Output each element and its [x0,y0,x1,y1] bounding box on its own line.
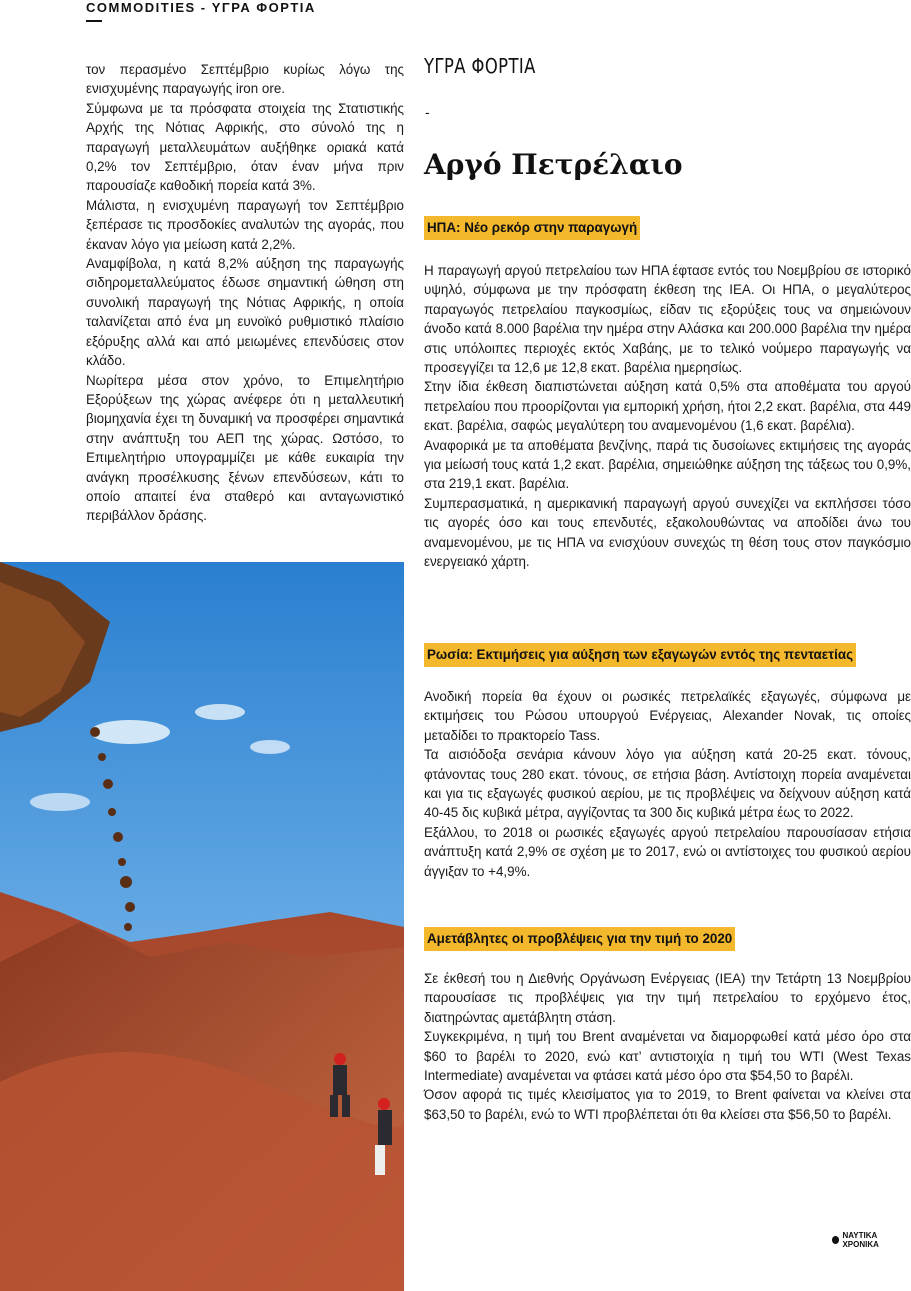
paragraph: Συγκεκριμένα, η τιμή του Brent αναμένεται να διαμορφωθεί κατά μέσο όρο στα $60 το βαρέλι το 2020, ενώ κατ’ αντιστοιχία η τιμή του WTI (West Texas Intermediate) αναμένεται να φτάσει κατά μέσο όρο στα $54,50 το βαρέλι. [424,1029,911,1084]
footer-brand-name: ΝΑΥΤΙΚΑ ΧΡΟΝΙΚΑ [842,1231,879,1249]
paragraph: Νωρίτερα μέσα στον χρόνο, το Επιμελητήριο Εξορύξεων της χώρας ανέφερε ότι η μεταλλευτική βιομηχανία έχει τη δυναμική να προσφέρει σημαντικά στην ανάπτυξη του ΑΕΠ της χώρας. Ωστόσο, το Επιμελητήριο υπογραμμίζει με κάθε ευκαιρία την ανάγκη προσέλκυσης ξένων επενδύσεων, κάτι το οποίο απαιτεί ένα σταθερό και ανταγωνιστικό περιβάλλον δράσης. [86,372,404,524]
paragraph: Σε έκθεσή του η Διεθνής Οργάνωση Ενέργειας (IEA) την Τετάρτη 13 Νοεμβρίου παρουσίασε τις προβλέψεις για την τιμή πετρελαίου το ερχόμενο έτος, διατηρώντας αμετάβλητη στάση. [424,971,911,1025]
paragraph: Αναμφίβολα, η κατά 8,2% αύξηση της παραγωγής σιδηρομεταλλεύματος έδωσε σημαντική ώθηση στη συνολική παραγωγή της Νότιας Αφρικής, η οποία ταλανίζεται από ένα μη ευνοϊκό ρυθμιστικό πλαίσιο εξόρυξης αλλά και από μειωμένες επενδύσεις στον κλάδο. [86,256,404,369]
subheading-russia: Ρωσία: Εκτιμήσεις για αύξηση των εξαγωγών εντός της πενταετίας [424,643,856,667]
paragraph: Όσον αφορά τις τιμές κλεισίματος για το 2019, το Brent φαίνεται να κλείνει στα $63,50 το βαρέλι, ενώ το WTI προβλέπεται ότι θα κλείσει στα $56,50 το βαρέλι. [424,1087,911,1122]
section-dash: - [425,104,430,120]
section-label: ΥΓΡΑ ΦΟΡΤΙΑ [424,54,536,78]
subheading-price-forecast: Αμετάβλητες οι προβλέψεις για την τιμή το 2020 [424,927,735,951]
article-title: Αργό Πετρέλαιο [424,148,683,181]
paragraph: Συμπερασματικά, η αμερικανική παραγωγή αργού συνεχίζει να εκπλήσσει τόσο τις αγορές όσο και τους επενδυτές, εξακολουθώντας να αποδίδει άνω του αναμενομένου, με τις ΗΠΑ να ενισχύουν συνεχώς τη θέση τους στον παγκόσμιο ενεργειακό χάρτη. [424,495,911,570]
paragraph: Η παραγωγή αργού πετρελαίου των ΗΠΑ έφτασε εντός του Νοεμβρίου σε ιστορικό υψηλό, σύμφωνα με την πρόσφατη έκθεση της IEA. Οι ΗΠΑ, ο μεγαλύτερος παραγωγός πετρελαίου παγκοσμίως, είδαν τις εξορύξεις τους να σημειώνουν άνοδο κατά 8.000 βαρέλια την ημέρα στην Αλάσκα και 200.000 βαρέλια την ημέρα στις υπόλοιπες περιοχές εκτός Χαβάης, με το τελικό νούμερο παραγωγής να προσεγγίζει τα 12,6 με 12,8 εκατ. βαρέλια ημερησίως. [424,263,911,376]
paragraph: Εξάλλου, το 2018 οι ρωσικές εξαγωγές αργού πετρελαίου παρουσίασαν ετήσια ανάπτυξη κατά 2,9% σε σχέση με το 2017, ενώ οι αντίστοιχες του φυσικού αερίου άγγιξαν το +4,9%. [424,824,911,879]
paragraph: Μάλιστα, η ενισχυμένη παραγωγή τον Σεπτέμβριο ξεπέρασε τις προσδοκίες αναλυτών της αγοράς, που έκαναν λόγο για μείωση κατά 2,2%. [86,197,404,252]
subheading-usa: ΗΠΑ: Νέο ρεκόρ στην παραγωγή [424,216,640,240]
usa-body [424,261,911,572]
brand-logo-icon [832,1236,839,1244]
paragraph: Στην ίδια έκθεση διαπιστώνεται αύξηση κατά 0,5% στα αποθέματα του αργού πετρελαίου που προορίζονται για εμπορική χρήση, ήτοι 2,2 εκατ. βαρέλια, στα 449 εκατ. βαρέλια, σαφώς μεγαλύτερη του αναμενομένου (1,6 εκατ. βαρέλια). [424,379,911,434]
paragraph: Σύμφωνα με τα πρόσφατα στοιχεία της Στατιστικής Αρχής της Νότιας Αφρικής, στο σύνολό της η παραγωγή μεταλλευμάτων αυξήθηκε οριακά κατά 0,2% τον Σεπτέμβριο, όταν έναν μήνα πριν παρουσίαζε καθοδική πορεία κατά 3%. [86,100,404,194]
paragraph: Ανοδική πορεία θα έχουν οι ρωσικές πετρελαϊκές εξαγωγές, σύμφωνα με εκτιμήσεις του Ρώσου υπουργού Ενέργειας, Alexander Novak, τις οποίες μεταδίδει το πρακτορείο Tass. [424,689,911,743]
russia-body [424,687,911,881]
price-forecast-body [424,969,911,1124]
footer-brand [832,1231,911,1249]
header-divider [86,20,102,22]
running-header: COMMODITIES - ΥΓΡΑ ΦΟΡΤΙΑ [86,0,316,15]
paragraph: τον περασμένο Σεπτέμβριο κυρίως λόγω της ενισχυμένης παραγωγής iron ore. [86,62,404,97]
paragraph: Αναφορικά με τα αποθέματα βενζίνης, παρά τις δυσοίωνες εκτιμήσεις της αγοράς για μείωσή τους κατά 1,2 εκατ. βαρέλια, σημειώθηκε αύξηση της τάξεως του 0,9%, στα 219,1 εκατ. βαρέλια. [424,437,911,492]
iron-ore-photo [0,562,404,1291]
paragraph: Τα αισιόδοξα σενάρια κάνουν λόγο για αύξηση κατά 20-25 εκατ. τόνους, φτάνοντας τους 280 εκατ. τόνους, σε ετήσια βάση. Αντίστοιχη πορεία αναμένεται και για τις εξαγωγές φυσικού αερίου, με τις προβλέψεις να δείχνουν αύξηση κατά 40-45 δις κυβικά μέτρα, αγγίζοντας τα 300 δις κυβικά μέτρα έως το 2022. [424,747,911,821]
left-column-text [86,60,404,526]
